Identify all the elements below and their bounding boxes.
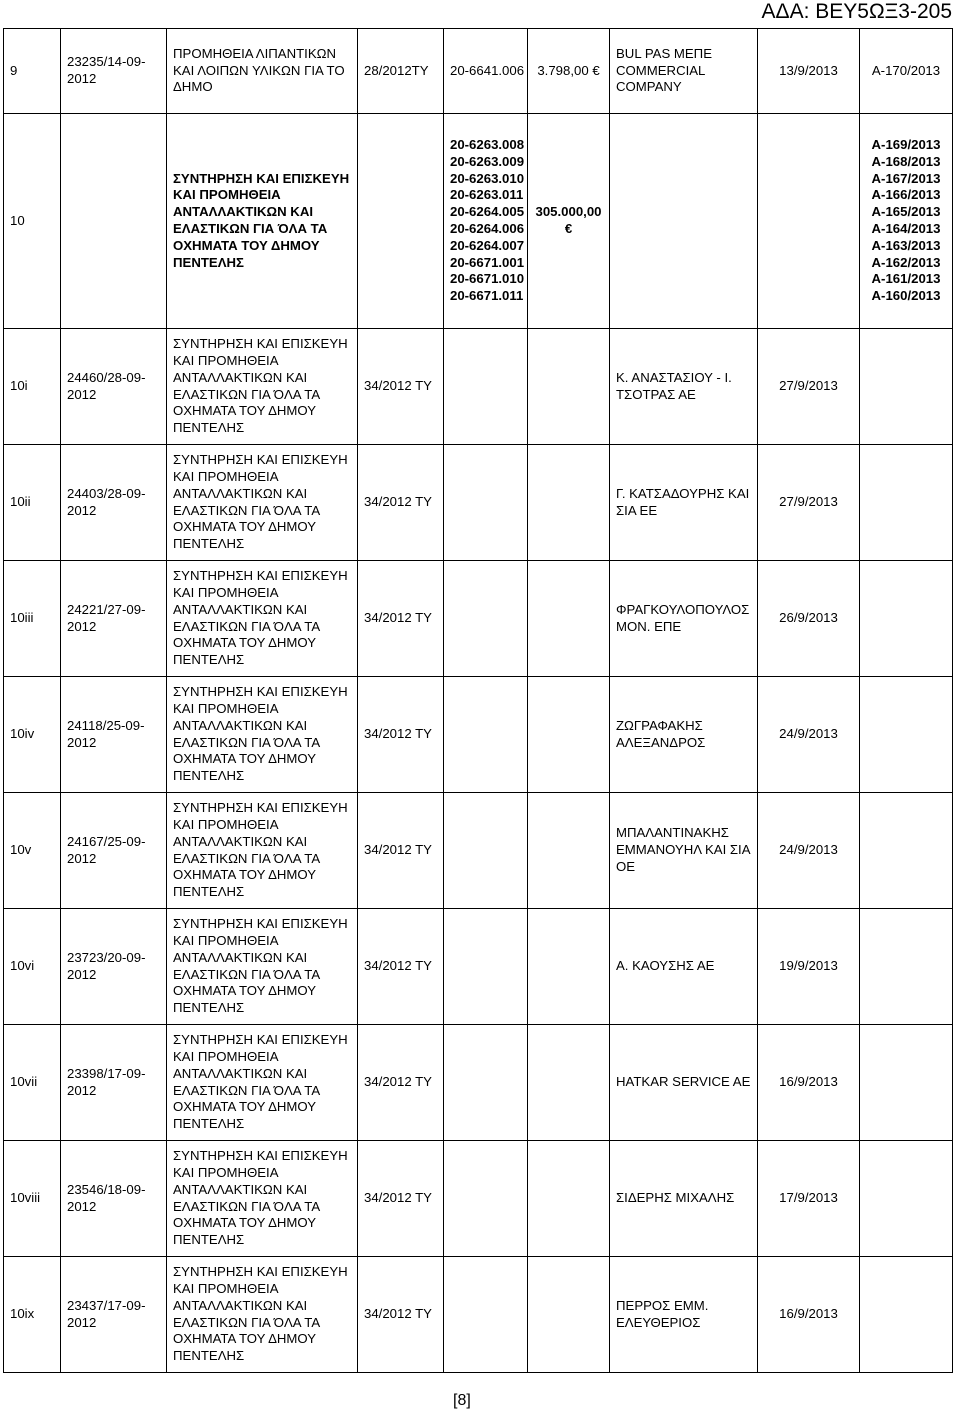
date-cell: 13/9/2013 (758, 29, 860, 114)
row-number: 10vii (4, 1025, 61, 1141)
contractor-cell: Κ. ΑΝΑΣΤΑΣΙΟΥ - Ι. ΤΣΟΤΡΑΣ ΑΕ (610, 329, 758, 445)
table-row (4, 1257, 953, 1373)
table-row (4, 114, 953, 329)
row-number: 10iii (4, 561, 61, 677)
kae-cell (444, 329, 528, 445)
row-number: 10v (4, 793, 61, 909)
decision-cell (358, 114, 444, 329)
decision-cell: 34/2012 ΤΥ (358, 1257, 444, 1373)
table-row (4, 909, 953, 1025)
table-row (4, 561, 953, 677)
protocol-cell (61, 114, 167, 329)
kae-cell (444, 909, 528, 1025)
amount-cell: 305.000,00 € (528, 114, 610, 329)
date-cell: 19/9/2013 (758, 909, 860, 1025)
subject-cell: ΣΥΝΤΗΡΗΣΗ ΚΑΙ ΕΠΙΣΚΕΥΗ ΚΑΙ ΠΡΟΜΗΘΕΙΑ ΑΝΤΑΛΛΑΚΤΙΚΩΝ ΚΑΙ ΕΛΑΣΤΙΚΩΝ ΓΙΑ ΌΛΑ ΤΑ ΟΧΗΜΑΤΑ ΤΟΥ ΔΗΜΟΥ ΠΕΝΤΕΛΗΣ (167, 677, 358, 793)
table-row (4, 677, 953, 793)
decision-cell: 34/2012 ΤΥ (358, 445, 444, 561)
order-number-cell (860, 561, 953, 677)
amount-cell (528, 909, 610, 1025)
kae-cell (444, 1257, 528, 1373)
table-row (4, 29, 953, 114)
order-number-cell (860, 1257, 953, 1373)
date-cell: 16/9/2013 (758, 1257, 860, 1373)
date-cell: 17/9/2013 (758, 1141, 860, 1257)
date-cell: 24/9/2013 (758, 677, 860, 793)
protocol-cell: 23546/18-09- 2012 (61, 1141, 167, 1257)
decision-cell: 34/2012 ΤΥ (358, 677, 444, 793)
row-number: 10ix (4, 1257, 61, 1373)
row-number: 10iv (4, 677, 61, 793)
table-row (4, 1141, 953, 1257)
table-row (4, 793, 953, 909)
protocol-cell: 23437/17-09- 2012 (61, 1257, 167, 1373)
contractor-cell: BUL PAS ΜΕΠΕ COMMERCIAL COMPANY (610, 29, 758, 114)
table-row (4, 1025, 953, 1141)
page-number: [8] (453, 1392, 471, 1409)
kae-cell (444, 1141, 528, 1257)
table-row (4, 329, 953, 445)
decision-cell: 34/2012 ΤΥ (358, 329, 444, 445)
contractor-cell: HATKAR SERVICE AE (610, 1025, 758, 1141)
subject-cell: ΣΥΝΤΗΡΗΣΗ ΚΑΙ ΕΠΙΣΚΕΥΗ ΚΑΙ ΠΡΟΜΗΘΕΙΑ ΑΝΤΑΛΛΑΚΤΙΚΩΝ ΚΑΙ ΕΛΑΣΤΙΚΩΝ ΓΙΑ ΌΛΑ ΤΑ ΟΧΗΜΑΤΑ ΤΟΥ ΔΗΜΟΥ ΠΕΝΤΕΛΗΣ (167, 445, 358, 561)
row-number: 10vi (4, 909, 61, 1025)
kae-cell (444, 677, 528, 793)
protocol-cell: 24167/25-09- 2012 (61, 793, 167, 909)
date-cell: 27/9/2013 (758, 329, 860, 445)
row-number: 10 (4, 114, 61, 329)
kae-cell (444, 1025, 528, 1141)
subject-cell: ΣΥΝΤΗΡΗΣΗ ΚΑΙ ΕΠΙΣΚΕΥΗ ΚΑΙ ΠΡΟΜΗΘΕΙΑ ΑΝΤΑΛΛΑΚΤΙΚΩΝ ΚΑΙ ΕΛΑΣΤΙΚΩΝ ΓΙΑ ΌΛΑ ΤΑ ΟΧΗΜΑΤΑ ΤΟΥ ΔΗΜΟΥ ΠΕΝΤΕΛΗΣ (167, 114, 358, 329)
date-cell: 24/9/2013 (758, 793, 860, 909)
protocol-cell: 24118/25-09- 2012 (61, 677, 167, 793)
contractor-cell: Α. ΚΑΟΥΣΗΣ ΑΕ (610, 909, 758, 1025)
kae-cell: 20-6263.008 20-6263.009 20-6263.010 20-6263.011 20-6264.005 20-6264.006 20-6264.007 20-6671.001 20-6671.010 20-6671.011 (444, 114, 528, 329)
amount-cell (528, 445, 610, 561)
subject-cell: ΠΡΟΜΗΘΕΙΑ ΛΙΠΑΝΤΙΚΩΝ ΚΑΙ ΛΟΙΠΩΝ ΥΛΙΚΩΝ ΓΙΑ ΤΟ ΔΗΜΟ (167, 29, 358, 114)
decision-cell: 34/2012 ΤΥ (358, 1025, 444, 1141)
contractor-cell: ΣΙΔΕΡΗΣ ΜΙΧΑΛΗΣ (610, 1141, 758, 1257)
order-number-cell (860, 329, 953, 445)
order-number-cell (860, 909, 953, 1025)
contractor-cell: ΦΡΑΓΚΟΥΛΟΠΟΥΛΟΣ ΜΟΝ. ΕΠΕ (610, 561, 758, 677)
amount-cell (528, 677, 610, 793)
amount-cell (528, 793, 610, 909)
contractor-cell: Γ. ΚΑΤΣΑΔΟΥΡΗΣ ΚΑΙ ΣΙΑ ΕΕ (610, 445, 758, 561)
decision-cell: 34/2012 ΤΥ (358, 1141, 444, 1257)
subject-cell: ΣΥΝΤΗΡΗΣΗ ΚΑΙ ΕΠΙΣΚΕΥΗ ΚΑΙ ΠΡΟΜΗΘΕΙΑ ΑΝΤΑΛΛΑΚΤΙΚΩΝ ΚΑΙ ΕΛΑΣΤΙΚΩΝ ΓΙΑ ΌΛΑ ΤΑ ΟΧΗΜΑΤΑ ΤΟΥ ΔΗΜΟΥ ΠΕΝΤΕΛΗΣ (167, 329, 358, 445)
order-number-cell (860, 1025, 953, 1141)
amount-cell (528, 1257, 610, 1373)
subject-cell: ΣΥΝΤΗΡΗΣΗ ΚΑΙ ΕΠΙΣΚΕΥΗ ΚΑΙ ΠΡΟΜΗΘΕΙΑ ΑΝΤΑΛΛΑΚΤΙΚΩΝ ΚΑΙ ΕΛΑΣΤΙΚΩΝ ΓΙΑ ΌΛΑ ΤΑ ΟΧΗΜΑΤΑ ΤΟΥ ΔΗΜΟΥ ΠΕΝΤΕΛΗΣ (167, 909, 358, 1025)
date-cell: 26/9/2013 (758, 561, 860, 677)
order-number-cell: Α-169/2013 Α-168/2013 Α-167/2013 Α-166/2013 Α-165/2013 Α-164/2013 Α-163/2013 Α-162/2013 Α-161/2013 Α-160/2013 (860, 114, 953, 329)
row-number: 9 (4, 29, 61, 114)
kae-cell: 20-6641.006 (444, 29, 528, 114)
decision-cell: 28/2012ΤΥ (358, 29, 444, 114)
date-cell: 27/9/2013 (758, 445, 860, 561)
ada-code: ΑΔΑ: ΒΕΥ5ΩΞ3-205 (761, 0, 952, 23)
protocol-cell: 24221/27-09- 2012 (61, 561, 167, 677)
amount-cell (528, 561, 610, 677)
subject-cell: ΣΥΝΤΗΡΗΣΗ ΚΑΙ ΕΠΙΣΚΕΥΗ ΚΑΙ ΠΡΟΜΗΘΕΙΑ ΑΝΤΑΛΛΑΚΤΙΚΩΝ ΚΑΙ ΕΛΑΣΤΙΚΩΝ ΓΙΑ ΌΛΑ ΤΑ ΟΧΗΜΑΤΑ ΤΟΥ ΔΗΜΟΥ ΠΕΝΤΕΛΗΣ (167, 1257, 358, 1373)
protocol-cell: 24460/28-09- 2012 (61, 329, 167, 445)
kae-cell (444, 445, 528, 561)
subject-cell: ΣΥΝΤΗΡΗΣΗ ΚΑΙ ΕΠΙΣΚΕΥΗ ΚΑΙ ΠΡΟΜΗΘΕΙΑ ΑΝΤΑΛΛΑΚΤΙΚΩΝ ΚΑΙ ΕΛΑΣΤΙΚΩΝ ΓΙΑ ΌΛΑ ΤΑ ΟΧΗΜΑΤΑ ΤΟΥ ΔΗΜΟΥ ΠΕΝΤΕΛΗΣ (167, 561, 358, 677)
date-cell: 16/9/2013 (758, 1025, 860, 1141)
register-table (3, 28, 953, 1373)
table-row (4, 445, 953, 561)
row-number: 10ii (4, 445, 61, 561)
row-number: 10viii (4, 1141, 61, 1257)
contractor-cell (610, 114, 758, 329)
contractor-cell: ΖΩΓΡΑΦΑΚΗΣ ΑΛΕΞΑΝΔΡΟΣ (610, 677, 758, 793)
protocol-cell: 23398/17-09- 2012 (61, 1025, 167, 1141)
protocol-cell: 24403/28-09- 2012 (61, 445, 167, 561)
decision-cell: 34/2012 ΤΥ (358, 909, 444, 1025)
order-number-cell (860, 1141, 953, 1257)
kae-cell (444, 793, 528, 909)
contractor-cell: ΠΕΡΡΟΣ ΕΜΜ. ΕΛΕΥΘΕΡΙΟΣ (610, 1257, 758, 1373)
contractor-cell: ΜΠΑΛΑΝΤΙΝΑΚΗΣ ΕΜΜΑΝΟΥΗΛ ΚΑΙ ΣΙΑ ΟΕ (610, 793, 758, 909)
subject-cell: ΣΥΝΤΗΡΗΣΗ ΚΑΙ ΕΠΙΣΚΕΥΗ ΚΑΙ ΠΡΟΜΗΘΕΙΑ ΑΝΤΑΛΛΑΚΤΙΚΩΝ ΚΑΙ ΕΛΑΣΤΙΚΩΝ ΓΙΑ ΌΛΑ ΤΑ ΟΧΗΜΑΤΑ ΤΟΥ ΔΗΜΟΥ ΠΕΝΤΕΛΗΣ (167, 1141, 358, 1257)
kae-cell (444, 561, 528, 677)
amount-cell: 3.798,00 € (528, 29, 610, 114)
row-number: 10i (4, 329, 61, 445)
order-number-cell: Α-170/2013 (860, 29, 953, 114)
decision-cell: 34/2012 ΤΥ (358, 561, 444, 677)
order-number-cell (860, 793, 953, 909)
amount-cell (528, 1025, 610, 1141)
order-number-cell (860, 445, 953, 561)
date-cell (758, 114, 860, 329)
decision-cell: 34/2012 ΤΥ (358, 793, 444, 909)
order-number-cell (860, 677, 953, 793)
amount-cell (528, 329, 610, 445)
subject-cell: ΣΥΝΤΗΡΗΣΗ ΚΑΙ ΕΠΙΣΚΕΥΗ ΚΑΙ ΠΡΟΜΗΘΕΙΑ ΑΝΤΑΛΛΑΚΤΙΚΩΝ ΚΑΙ ΕΛΑΣΤΙΚΩΝ ΓΙΑ ΌΛΑ ΤΑ ΟΧΗΜΑΤΑ ΤΟΥ ΔΗΜΟΥ ΠΕΝΤΕΛΗΣ (167, 793, 358, 909)
amount-cell (528, 1141, 610, 1257)
protocol-cell: 23235/14-09- 2012 (61, 29, 167, 114)
subject-cell: ΣΥΝΤΗΡΗΣΗ ΚΑΙ ΕΠΙΣΚΕΥΗ ΚΑΙ ΠΡΟΜΗΘΕΙΑ ΑΝΤΑΛΛΑΚΤΙΚΩΝ ΚΑΙ ΕΛΑΣΤΙΚΩΝ ΓΙΑ ΌΛΑ ΤΑ ΟΧΗΜΑΤΑ ΤΟΥ ΔΗΜΟΥ ΠΕΝΤΕΛΗΣ (167, 1025, 358, 1141)
protocol-cell: 23723/20-09- 2012 (61, 909, 167, 1025)
